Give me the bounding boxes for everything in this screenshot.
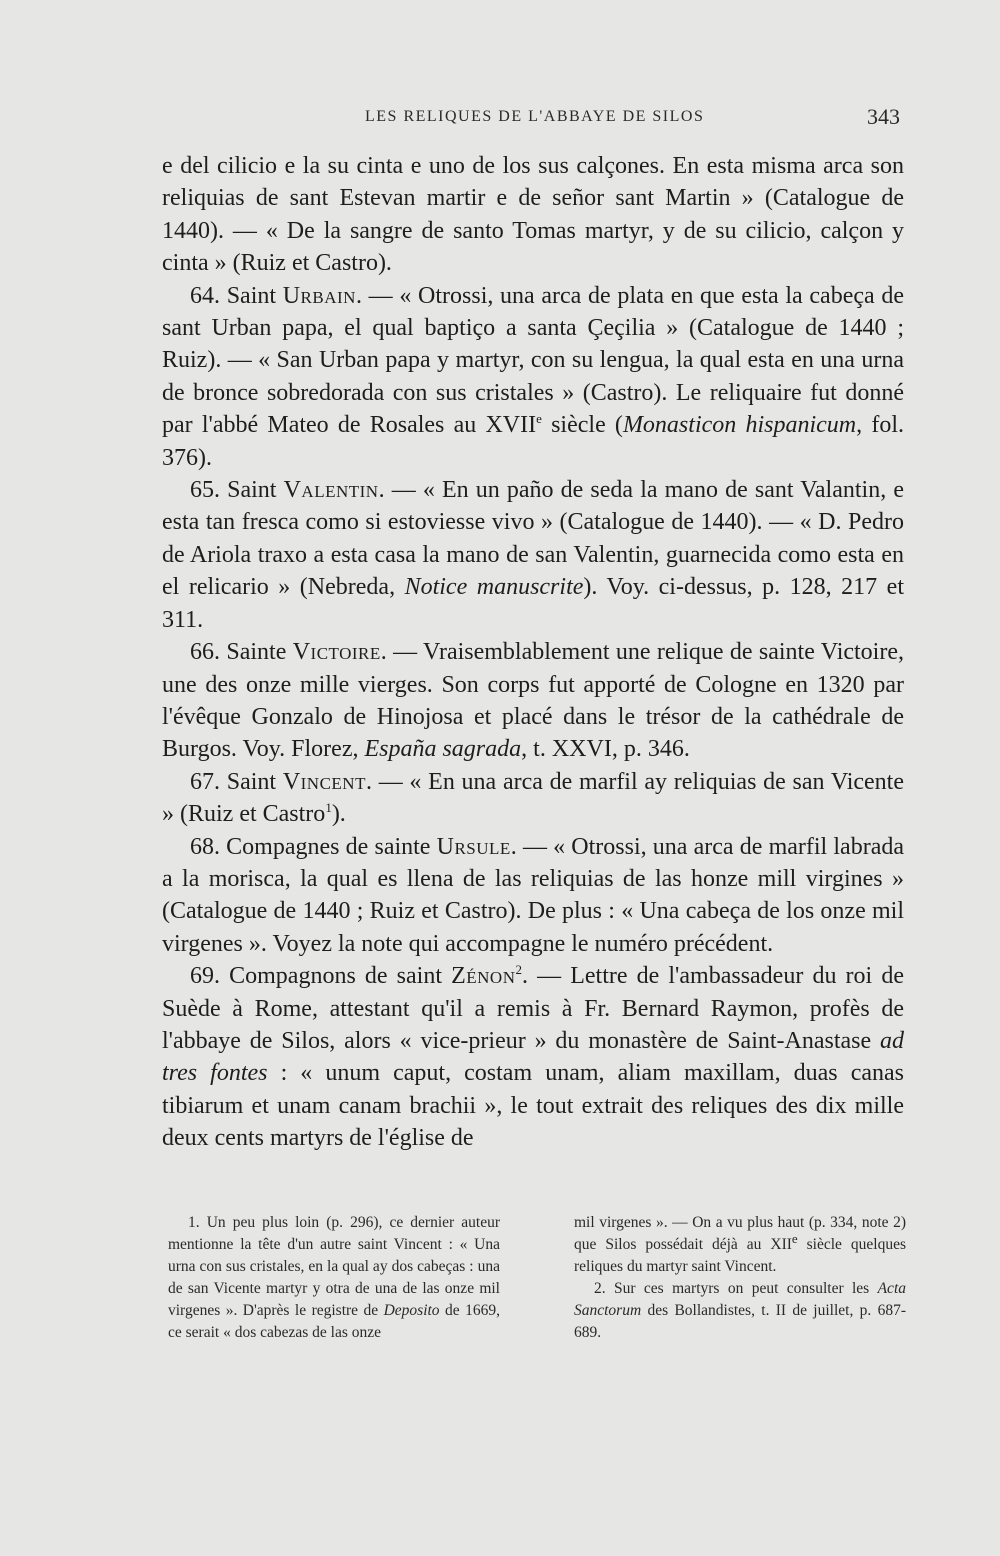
entry-text: . — « En una arca de marfil ay reliquias de san Vicente » (Ruiz et Castro [162, 768, 904, 828]
entry-text-2: : « unum caput, costam unam, aliam maxillam, duas canas tibiarum et unam canam brachii », le tout extrait des reliques des dix mille deux cents martyrs de l'église de [162, 1060, 905, 1152]
saint-name: Victoire [292, 639, 381, 666]
entry-65 [162, 474, 904, 636]
italic-title: ad tres fontes [162, 1027, 904, 1087]
footnote-ref: 1 [325, 800, 332, 816]
entry-text: . — « Otrossi, una arca de plata en que esta la cabeça de sant Urban papa, el qual baptiço a santa Çeçilia » (Catalogue de 1440 ; Ruiz). — « San Urban papa y martyr, con su lengua, la qual esta en una urna de bronce sobredorada con sus cristales » (Castro). Le reliquaire fut donné par l'abbé Mateo de Rosales au XVII [162, 282, 904, 439]
entry-68 [162, 831, 904, 961]
entry-66 [162, 636, 904, 766]
entry-64 [162, 280, 904, 474]
footnote-text-2: des Bollandistes, t. II de juillet, p. 687-689. [574, 1302, 906, 1341]
entry-number: 68. Compagnes de sainte [190, 833, 437, 860]
page-number: 343 [867, 104, 900, 129]
footnote-text-2: siècle quelques reliques du martyr saint Vincent. [574, 1236, 906, 1275]
entry-text-2: siècle ( [541, 412, 623, 439]
footnote-ref: 2 [515, 962, 522, 978]
paragraph-continuation: e del cilicio e la su cinta e uno de los sus calçones. En esta misma arca son reliquias de sant Estevan martir e de señor sant Martin » (Catalogue de 1440). — « De la sangre de santo Tomas martyr, y de su cilicio, calçon y cinta » (Ruiz et Castro). [162, 153, 904, 277]
footnote-text: mil virgenes ». — On a vu plus haut (p. 334, note 2) que Silos possédait déjà au XII [574, 1214, 906, 1253]
superscript: e [536, 411, 542, 427]
saint-name: Valentin [283, 477, 379, 504]
entry-text: . — « En un paño de seda la mano de sant Valantin, e esta tan fresca como si estoviesse vivo » (Catalogue de 1440). — « D. Pedro de Ariola traxo a esta casa la mano de san Valentin, guarnecida como esta en el relicario » (Nebreda, [162, 477, 904, 601]
entry-text: . — Lettre de l'ambassadeur du roi de Suède à Rome, attestant qu'il a remis à Fr. Bernard Raymon, profès de l'abbaye de Silos, alors « vice-prieur » du monastère de Saint-Anastase [162, 963, 904, 1054]
footnote-italic: Acta Sanctorum [574, 1280, 906, 1319]
footnote-column-left [168, 1212, 500, 1344]
footnote-italic: Deposito [383, 1302, 440, 1319]
footnote-text-2: de 1669, ce serait « dos cabezas de las onze [168, 1302, 500, 1341]
entry-number: 67. Saint [190, 768, 283, 795]
running-title: LES RELIQUES DE L'ABBAYE DE SILOS [365, 108, 705, 125]
footnote-text: 1. Un peu plus loin (p. 296), ce dernier auteur mentionne la tête d'un autre saint Vincent : « Una urna con sus cristales, en la qual ay dos cabeças : una de san Vicente martyr y otra de una de las onze mil virgenes ». D'après le registre de [168, 1214, 500, 1319]
entry-number: 65. Saint [190, 477, 284, 504]
entry-text: . — « Otrossi, una arca de marfil labrada a la morisca, la qual es llena de las reliquias de las honze mill virgines » (Catalogue de 1440 ; Ruiz et Castro). De plus : « Una cabeça de los onze mil virgenes ». Voyez la note qui accompagne le numéro précédent. [162, 833, 904, 957]
saint-name: Ursule [436, 833, 511, 860]
entry-67 [162, 766, 904, 831]
entry-number: 69. Compagnons de saint [190, 963, 452, 990]
italic-title: España sagrada [364, 736, 522, 763]
footnote-column-right [574, 1212, 906, 1344]
footnotes [168, 1212, 906, 1344]
entry-number: 64. Saint [190, 282, 283, 309]
saint-name: Zénon [451, 963, 516, 990]
entry-text-2: ). [331, 801, 346, 828]
saint-name: Vincent [282, 768, 366, 795]
running-head [160, 104, 900, 134]
superscript: e [791, 1230, 798, 1246]
entry-text-2: ). Voy. ci-dessus, p. 128, 217 et 311. [162, 574, 904, 633]
footnote-1 [168, 1212, 500, 1344]
saint-name: Urbain [282, 282, 356, 309]
footnote-1-continued [574, 1212, 906, 1278]
italic-title: Monasticon hispanicum [622, 412, 857, 439]
entry-text-3: , fol. 376). [162, 412, 904, 471]
entry-69 [162, 960, 904, 1154]
entry-text: . — Vraisemblablement une relique de sainte Victoire, une des onze mille vierges. Son corps fut apporté de Cologne en 1320 par l'évêque Gonzalo de Hinojosa et placé dans le trésor de la cathédrale de Burgos. Voy. Florez, [162, 639, 904, 763]
footnote-text: 2. Sur ces martyrs on peut consulter les [594, 1280, 878, 1297]
entry-text-2: , t. XXVI, p. 346. [521, 736, 690, 763]
entry-number: 66. Sainte [190, 639, 293, 666]
italic-title: Notice manuscrite [404, 574, 584, 601]
footnote-2 [574, 1278, 906, 1344]
main-text [162, 150, 904, 1155]
